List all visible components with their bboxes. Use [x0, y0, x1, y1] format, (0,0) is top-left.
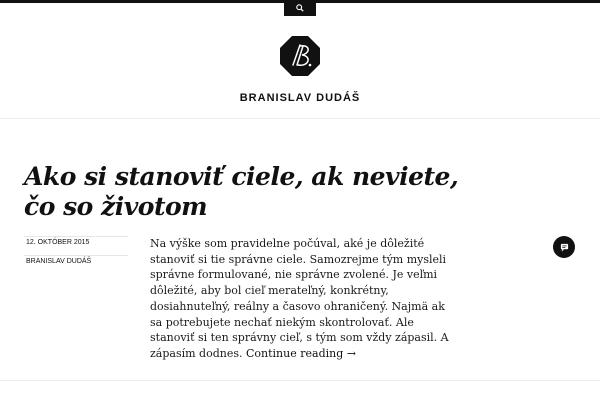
- continue-reading-link[interactable]: Continue reading →: [246, 346, 356, 360]
- comments-button[interactable]: [553, 236, 575, 258]
- divider: [0, 380, 600, 381]
- comment-icon: [560, 243, 569, 252]
- post-author[interactable]: BRANISLAV DUDÁŠ: [24, 255, 128, 269]
- excerpt-text: Na výške som pravidelne počúval, aké je dôležité stanoviť si tie správne ciele. Samozrejme tým mysleli správne formulované, nie správne zvolené. Je veľmi dôležité, aby bol cieľ merateľný, konkrétny, dosiahnuteľný, reálny a časovo ohraničený. Najmä ak sa potrebujete nechať niekým skontrolovať. Ale stanoviť si ten správny cieľ, s tým som vždy zápasil. A zápasím dodnes.: [150, 237, 449, 360]
- site-title[interactable]: BRANISLAV DUDÁŠ: [239, 92, 361, 104]
- b-monogram-logo[interactable]: [278, 34, 322, 78]
- site-header: [0, 16, 600, 119]
- search-icon: [296, 4, 304, 12]
- post-date[interactable]: 12. OKTÓBER 2015: [24, 236, 128, 250]
- post-excerpt: [150, 236, 455, 362]
- post-title[interactable]: Ako si stanoviť ciele, ak neviete, čo so životom: [24, 162, 459, 221]
- search-toggle[interactable]: [284, 0, 316, 16]
- post-meta: [24, 236, 128, 269]
